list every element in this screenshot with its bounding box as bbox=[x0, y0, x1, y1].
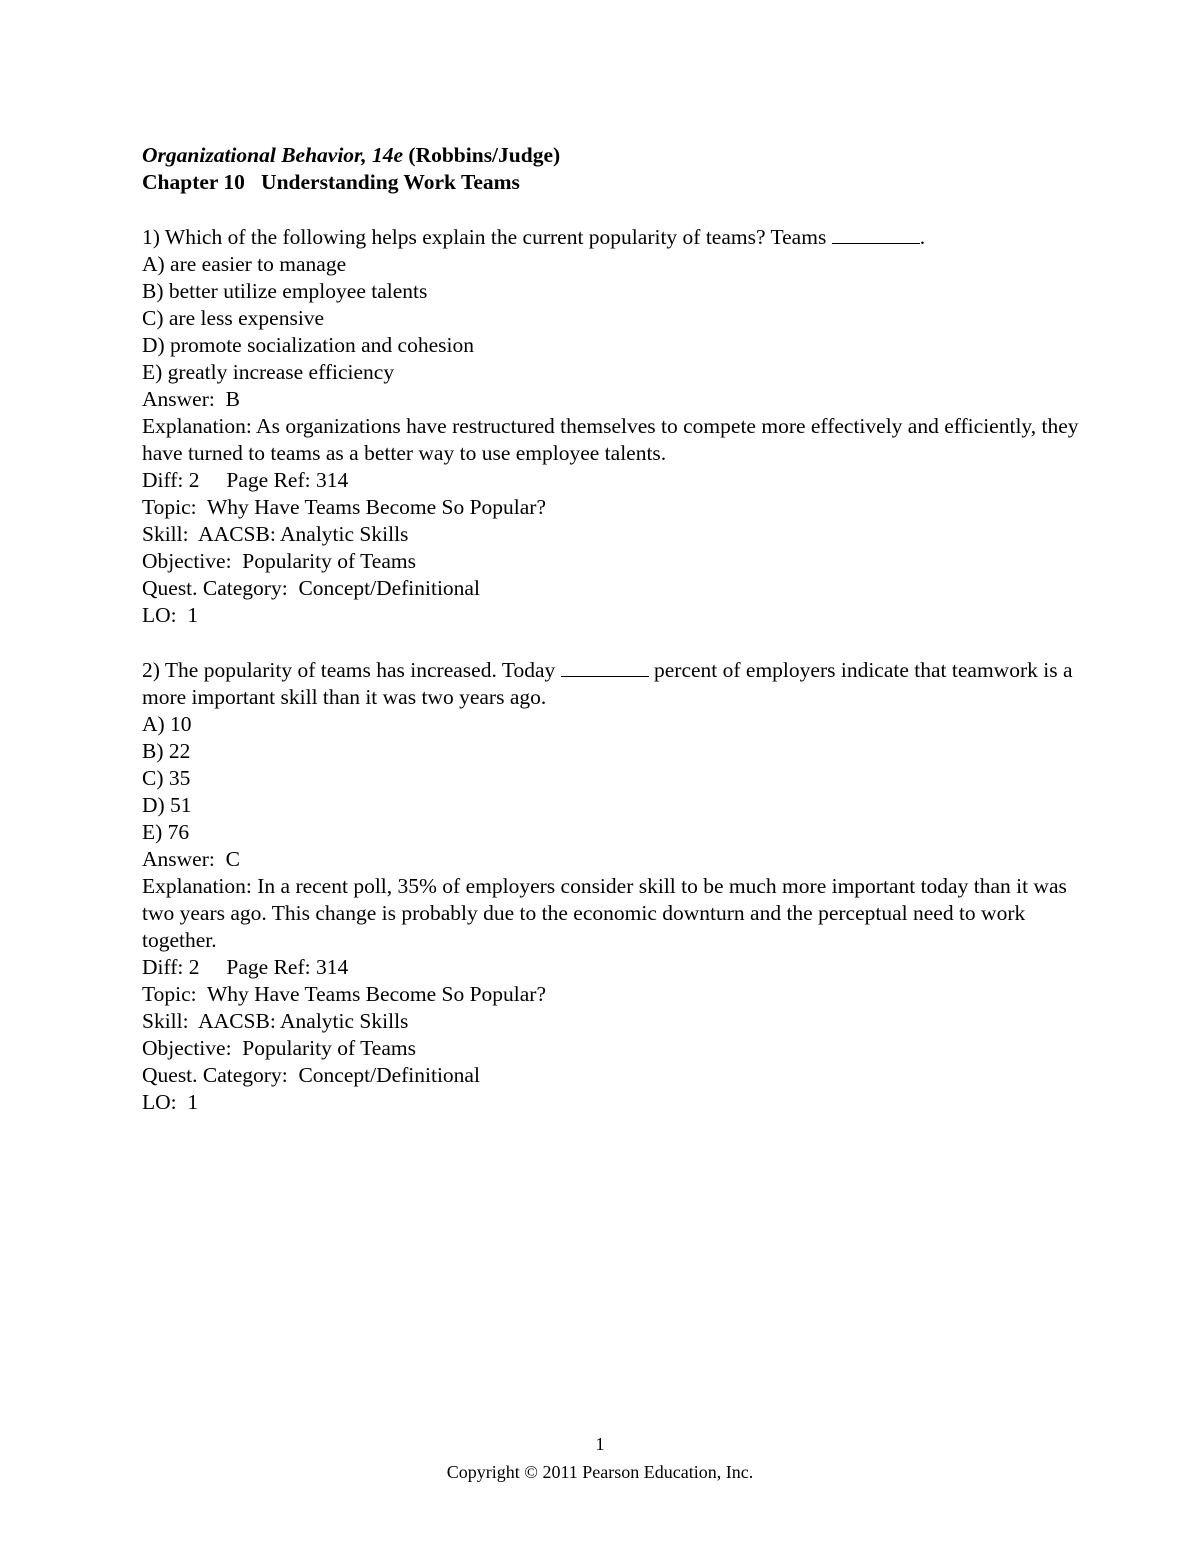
option-d: D) 51 bbox=[142, 793, 192, 817]
learning-objective: LO: 1 bbox=[142, 603, 199, 627]
topic: Topic: Why Have Teams Become So Popular? bbox=[142, 495, 547, 519]
answer: Answer: B bbox=[142, 387, 240, 411]
topic: Topic: Why Have Teams Become So Popular? bbox=[142, 982, 547, 1006]
answer-blank bbox=[561, 656, 649, 677]
option-b: B) better utilize employee talents bbox=[142, 279, 428, 303]
difficulty-page-ref: Diff: 2 Page Ref: 314 bbox=[142, 955, 349, 979]
question-stem-text: 2) The popularity of teams has increased. Today bbox=[142, 658, 561, 682]
question-2 bbox=[142, 656, 1082, 1116]
objective: Objective: Popularity of Teams bbox=[142, 549, 416, 573]
book-title: Organizational Behavior, 14e bbox=[142, 143, 404, 167]
answer-blank bbox=[832, 223, 920, 244]
question-1 bbox=[142, 223, 1082, 629]
document-page bbox=[142, 142, 1082, 1116]
page-number: 1 bbox=[595, 1434, 605, 1454]
question-stem-end: . bbox=[919, 225, 926, 249]
learning-objective: LO: 1 bbox=[142, 1090, 199, 1114]
skill: Skill: AACSB: Analytic Skills bbox=[142, 522, 409, 546]
question-category: Quest. Category: Concept/Definitional bbox=[142, 576, 480, 600]
skill: Skill: AACSB: Analytic Skills bbox=[142, 1009, 409, 1033]
chapter-heading: Chapter 10 Understanding Work Teams bbox=[142, 170, 520, 194]
option-c: C) 35 bbox=[142, 766, 191, 790]
book-authors: (Robbins/Judge) bbox=[408, 143, 561, 167]
option-e: E) greatly increase efficiency bbox=[142, 360, 395, 384]
option-e: E) 76 bbox=[142, 820, 190, 844]
question-stem bbox=[142, 223, 1082, 251]
answer: Answer: C bbox=[142, 847, 240, 871]
option-a: A) 10 bbox=[142, 712, 192, 736]
option-a: A) are easier to manage bbox=[142, 252, 347, 276]
explanation: Explanation: In a recent poll, 35% of employers consider skill to be much more important today than it was two years ago. This change is probably due to the economic downturn and the perceptual need to work together. bbox=[142, 874, 1067, 952]
question-category: Quest. Category: Concept/Definitional bbox=[142, 1063, 480, 1087]
question-stem bbox=[142, 656, 1082, 711]
option-b: B) 22 bbox=[142, 739, 191, 763]
question-stem-end: percent of employers indicate that teamwork is a more important skill than it was two years ago. bbox=[142, 658, 1073, 709]
document-title bbox=[142, 142, 1082, 169]
objective: Objective: Popularity of Teams bbox=[142, 1036, 416, 1060]
difficulty-page-ref: Diff: 2 Page Ref: 314 bbox=[142, 468, 349, 492]
explanation: Explanation: As organizations have restructured themselves to compete more effectively and efficiently, they have turned to teams as a better way to use employee talents. bbox=[142, 414, 1079, 465]
option-c: C) are less expensive bbox=[142, 306, 325, 330]
question-stem-text: 1) Which of the following helps explain the current popularity of teams? Teams bbox=[142, 225, 832, 249]
copyright-notice: Copyright © 2011 Pearson Education, Inc. bbox=[446, 1462, 754, 1482]
option-d: D) promote socialization and cohesion bbox=[142, 333, 474, 357]
